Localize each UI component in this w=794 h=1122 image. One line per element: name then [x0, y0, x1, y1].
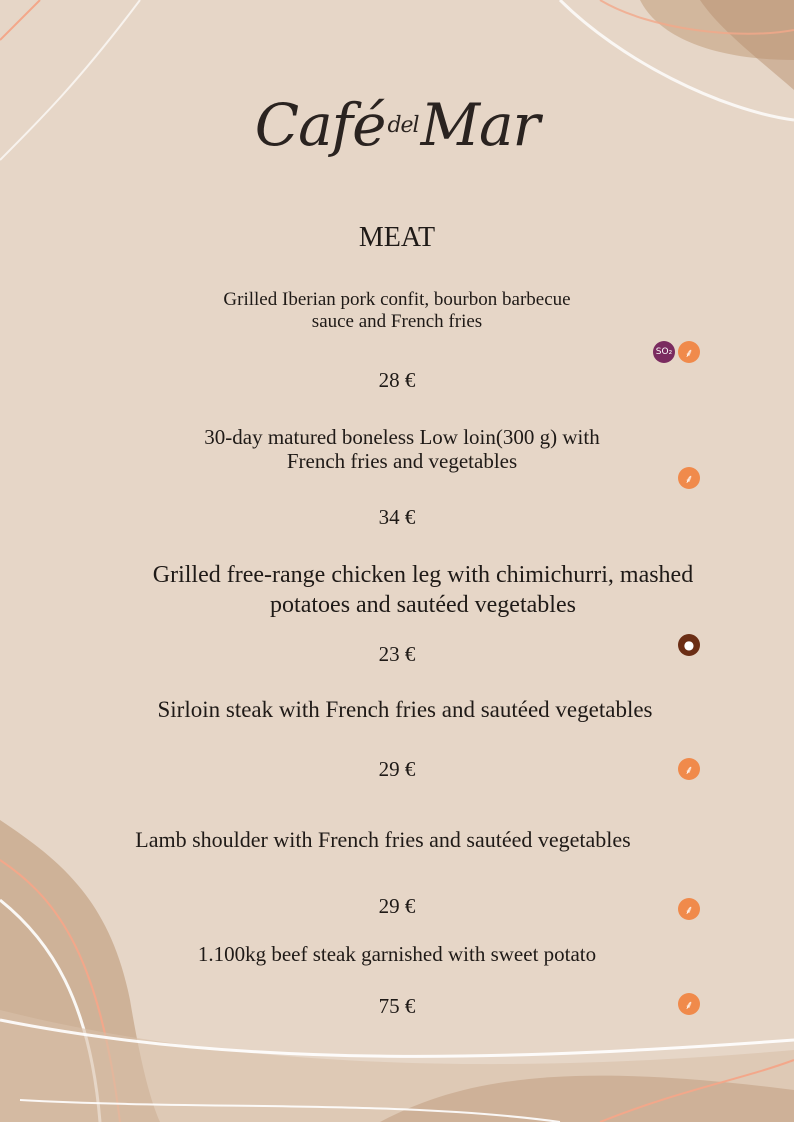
mustard-icon: ●: [678, 634, 700, 656]
dish-price: 28 €: [378, 368, 416, 392]
logo-mar: Mar: [420, 91, 540, 159]
gluten-icon: ⸙: [678, 341, 700, 363]
dish-name: 1.100kg beef steak garnished with sweet potato: [197, 942, 597, 966]
gluten-icon: ⸙: [678, 898, 700, 920]
dish-name: Grilled free-range chicken leg with chimichurri, mashed potatoes and sautéed vegetables: [152, 562, 694, 618]
dish-name: Lamb shoulder with French fries and sautéed vegetables: [135, 827, 631, 852]
dish-name: Grilled Iberian pork confit, bourbon barbecue sauce and French fries: [223, 289, 571, 332]
dish-price: 34 €: [378, 505, 416, 529]
gluten-icon: ⸙: [678, 758, 700, 780]
dish-name: 30-day matured boneless Low loin(300 g) with French fries and vegetables: [204, 425, 600, 474]
section-title: MEAT: [358, 222, 436, 253]
logo-cafe: Café: [254, 91, 386, 159]
dish-price: 23 €: [378, 642, 416, 666]
dish-price: 29 €: [378, 757, 416, 781]
dish-price: 29 €: [378, 894, 416, 918]
dish-price: 75 €: [378, 994, 416, 1018]
logo-del: del: [387, 112, 419, 138]
cafe-del-mar-logo: [254, 70, 540, 180]
gluten-icon: ⸙: [678, 993, 700, 1015]
sulphites-icon: SO₂: [653, 341, 675, 363]
dish-name: Sirloin steak with French fries and sautéed vegetables: [157, 697, 653, 722]
gluten-icon: ⸙: [678, 467, 700, 489]
